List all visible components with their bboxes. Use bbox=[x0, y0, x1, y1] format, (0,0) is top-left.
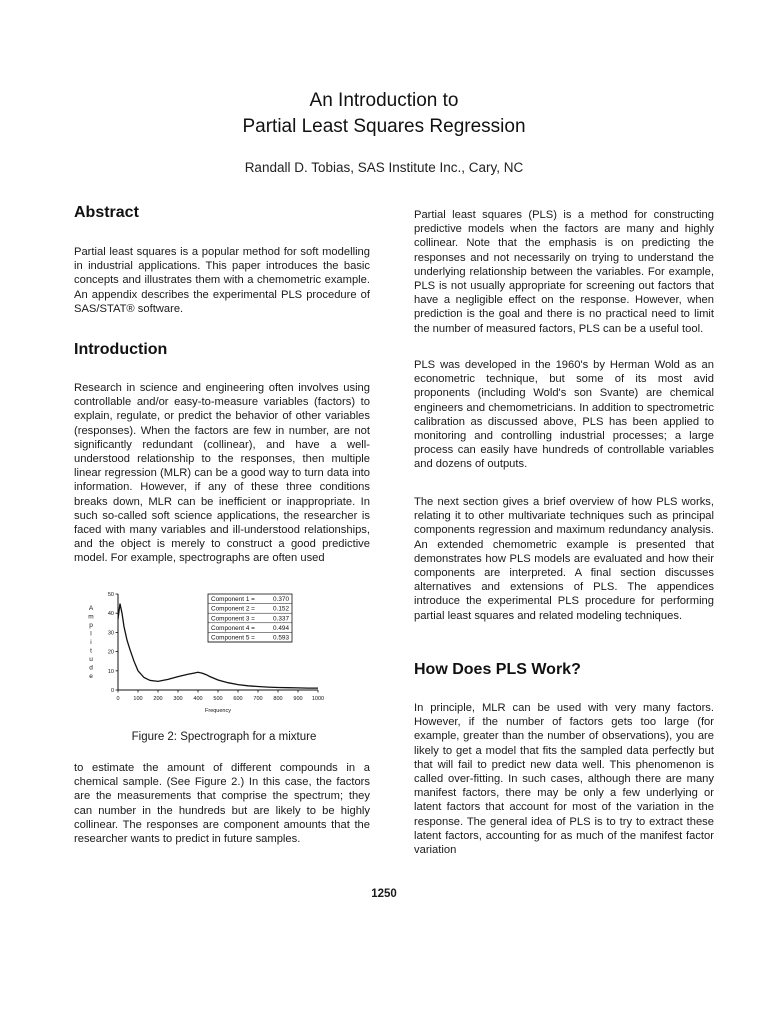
legend-entry-label: Component 2 = bbox=[211, 605, 255, 613]
abstract-text: Partial least squares is a popular method for soft modelling in industrial applications. This paper introduces the basic concepts and illustrates them with a chemometric example. An appendix describes the experimental PLS procedure of SAS/STAT® software. bbox=[74, 246, 370, 315]
pls-history-paragraph: PLS was developed in the 1960's by Herman Wold as an econometric technique, but some of its most avid proponents (including Wold's son Svante) are chemical engineers and chemometricians. In addition to spectrometric calibration as discussed above, PLS has been applied to monitoring and controlling industrial processes; a large process can easily have hundreds of controllable variables and dozens of outputs. bbox=[414, 359, 714, 471]
legend-entry-value: 0.593 bbox=[273, 634, 289, 642]
y-tick-label: 0 bbox=[110, 688, 114, 694]
legend-entry-label: Component 4 = bbox=[211, 624, 255, 632]
author-line: Randall D. Tobias, SAS Institute Inc., Cary, NC bbox=[244, 160, 524, 175]
x-tick-label: 200 bbox=[153, 696, 163, 702]
legend-entry-value: 0.494 bbox=[273, 624, 289, 632]
figure-caption: Figure 2: Spectrograph for a mixture bbox=[131, 731, 317, 743]
abstract-heading: Abstract bbox=[74, 204, 139, 221]
x-tick-label: 800 bbox=[273, 696, 283, 702]
title-line-2: Partial Least Squares Regression bbox=[242, 116, 526, 137]
y-tick-label: 30 bbox=[107, 630, 114, 637]
x-tick-label: 0 bbox=[116, 696, 120, 702]
x-axis-label: Frequency bbox=[205, 708, 231, 714]
x-tick-label: 400 bbox=[193, 696, 203, 702]
x-tick-label: 900 bbox=[293, 696, 303, 702]
x-tick-label: 1000 bbox=[311, 696, 325, 702]
paper-title bbox=[0, 88, 768, 140]
x-tick-label: 100 bbox=[133, 696, 143, 702]
y-axis-label: A m p l i t u d e bbox=[88, 605, 94, 680]
spectrograph-figure bbox=[74, 586, 374, 721]
y-tick-label: 20 bbox=[107, 649, 114, 656]
x-tick-label: 300 bbox=[173, 696, 183, 702]
introduction-heading: Introduction bbox=[74, 341, 168, 358]
legend-entry-label: Component 5 = bbox=[211, 634, 255, 642]
pls-definition-paragraph: Partial least squares (PLS) is a method for constructing predictive models when the factors are many and highly collinear. Note that the emphasis is on predicting the responses and not necessarily on trying to understand the underlying relationship between the variables. For example, PLS is not usually appropriate for screening out factors that have a negligible effect on the response. However, when prediction is the goal and there is no practical need to limit the number of measured factors, PLS can be a useful tool. bbox=[414, 209, 714, 335]
introduction-paragraph-1: Research in science and engineering often involves using controllable and/or easy-to-measure variables (factors) to explain, regulate, or predict the behavior of other variables (responses). When the factors are few in number, are not significantly redundant (collinear), and have a well-understood relationship to the responses, then multiple linear regression (MLR) can be a good way to turn data into information. However, if any of these three conditions breaks down, MLR can be inefficient or inappropriate. In such so-called soft science applications, the researcher is faced with many variables and ill-understood relationships, and the object is merely to construct a good predictive model. For example, spectrographs are often used bbox=[74, 382, 370, 565]
y-tick-label: 50 bbox=[107, 592, 114, 598]
legend-entry-value: 0.337 bbox=[273, 615, 289, 623]
how-pls-works-heading: How Does PLS Work? bbox=[414, 661, 581, 678]
x-tick-label: 600 bbox=[233, 696, 243, 702]
spectrograph-chart bbox=[74, 586, 374, 721]
title-line-1: An Introduction to bbox=[309, 90, 459, 111]
page-number: 1250 bbox=[371, 888, 397, 900]
y-tick-label: 40 bbox=[107, 611, 114, 618]
introduction-paragraph-2: to estimate the amount of different compounds in a chemical sample. (See Figure 2.) In this case, the factors are the measurements that comprise the spectrum; they can number in the hundreds but are likely to be highly collinear. The responses are component amounts that the researcher wants to predict in future samples. bbox=[74, 762, 370, 846]
legend-entry-value: 0.152 bbox=[273, 605, 289, 613]
legend-entry-label: Component 3 = bbox=[211, 615, 255, 623]
overview-paragraph: The next section gives a brief overview of how PLS works, relating it to other multivariate techniques such as principal components regression and maximum redundancy analysis. An extended chemometric example is presented that demonstrates how PLS models are evaluated and how their components are interpreted. A final section discusses alternatives and extensions of PLS. The appendices introduce the experimental PLS procedure for performing partial least squares and related modeling techniques. bbox=[414, 496, 714, 622]
y-tick-label: 10 bbox=[107, 668, 114, 675]
legend-entry-label: Component 1 = bbox=[211, 596, 255, 604]
legend-entry-value: 0.370 bbox=[273, 596, 289, 604]
x-tick-label: 700 bbox=[253, 696, 263, 702]
x-tick-label: 500 bbox=[213, 696, 223, 702]
how-pls-works-paragraph: In principle, MLR can be used with very many factors. However, if the number of factors gets too large (for example, greater than the number of observations), you are likely to get a model that fits the sampled data perfectly but that will fail to predict new data well. This phenomenon is called over-fitting. In such cases, although there are many manifest factors, there may be only a few underlying or latent factors that account for most of the variation in the response. The general idea of PLS is to try to extract these latent factors, accounting for as much of the manifest factor variation bbox=[414, 702, 714, 857]
